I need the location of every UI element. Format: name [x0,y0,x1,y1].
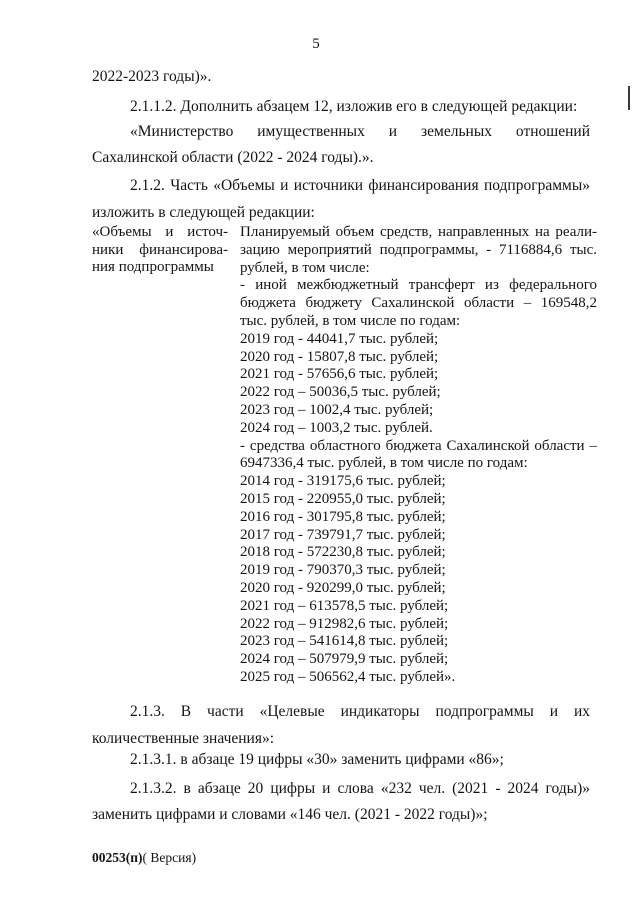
label-line: «Объемы и источ- [92,224,228,240]
content-line: - иной межбюджетный трансферт из федерального [240,277,597,294]
content-line: 2022 год – 912982,6 тыс. рублей; [240,615,449,632]
content-line: 2016 год - 301795,8 тыс. рублей; [240,508,446,525]
document-footer [92,850,196,866]
content-line: - средства областного бюджета Сахалинской области – [240,437,597,454]
content-line: 2017 год - 739791,7 тыс. рублей; [240,526,446,543]
document-code: 00253(п) [92,850,143,865]
content-line: 2021 год – 613578,5 тыс. рублей; [240,597,449,614]
content-line: 2019 год - 790370,3 тыс. рублей; [240,562,446,579]
paragraph-2-1-3-2: 2.1.3.2. в абзаце 20 цифры и слова «232 чел. (2021 - 2024 годы)» заменить цифрами и словами «146 чел. (2021 - 2022 годы)»; [92,780,590,823]
content-line: зацию мероприятий подпрограммы, - 7116884,6 тыс. [240,241,597,258]
paragraph-2-1-3: 2.1.3. В части «Целевые индикаторы подпрограммы и их количественные значения»: [92,703,590,747]
content-line: тыс. рублей, в том числе по годам: [240,312,461,329]
paragraph-2-1-3-1: 2.1.3.1. в абзаце 19 цифры «30» заменить цифрами «86»; [130,751,504,768]
content-line: 2021 год - 57656,6 тыс. рублей; [240,366,439,383]
content-line: 2023 год – 1002,4 тыс. рублей; [240,401,434,418]
paragraph-continuation: 2022-2023 годы)». [92,68,212,85]
content-line: 2020 год - 920299,0 тыс. рублей; [240,579,446,596]
content-line: бюджета бюджету Сахалинской области – 169548,2 [240,295,597,312]
paragraph-2-1-1-2: 2.1.1.2. Дополнить абзацем 12, изложив его в следующей редакции: [130,98,578,115]
content-line: 2023 год – 541614,8 тыс. рублей; [240,633,449,650]
content-line: 2014 год - 319175,6 тыс. рублей; [240,473,446,490]
financing-table-label [92,224,228,277]
label-line: ники финансирова- [92,241,228,258]
content-line: 2020 год - 15807,8 тыс. рублей; [240,348,439,365]
financing-table-content [240,224,597,687]
content-line: 6947336,4 тыс. рублей, в том числе по годам: [240,455,528,472]
content-line: Планируемый объем средств, направленных на реали- [240,224,597,240]
content-line: 2024 год – 507979,9 тыс. рублей; [240,651,449,668]
content-line: 2025 год – 506562,4 тыс. рублей». [240,668,456,685]
paragraph-ministry: «Министерство имущественных и земельных отношений Сахалинской области (2022 - 2024 годы).». [92,123,590,166]
page-number: 5 [312,36,320,52]
paragraph-2-1-2: 2.1.2. Часть «Объемы и источники финансирования подпрограммы» изложить в следующей редакции: [92,177,590,221]
content-line: 2018 год - 572230,8 тыс. рублей; [240,544,446,561]
content-line: 2019 год - 44041,7 тыс. рублей; [240,330,439,347]
content-line: 2024 год – 1003,2 тыс. рублей. [240,419,433,436]
content-line: 2015 год - 220955,0 тыс. рублей; [240,490,446,507]
document-version: ( Версия) [142,850,197,865]
label-line: ния подпрограммы [92,259,214,275]
scan-edge-mark [628,86,630,110]
content-line: рублей, в том числе: [240,259,370,276]
content-line: 2022 год – 50036,5 тыс. рублей; [240,384,441,401]
